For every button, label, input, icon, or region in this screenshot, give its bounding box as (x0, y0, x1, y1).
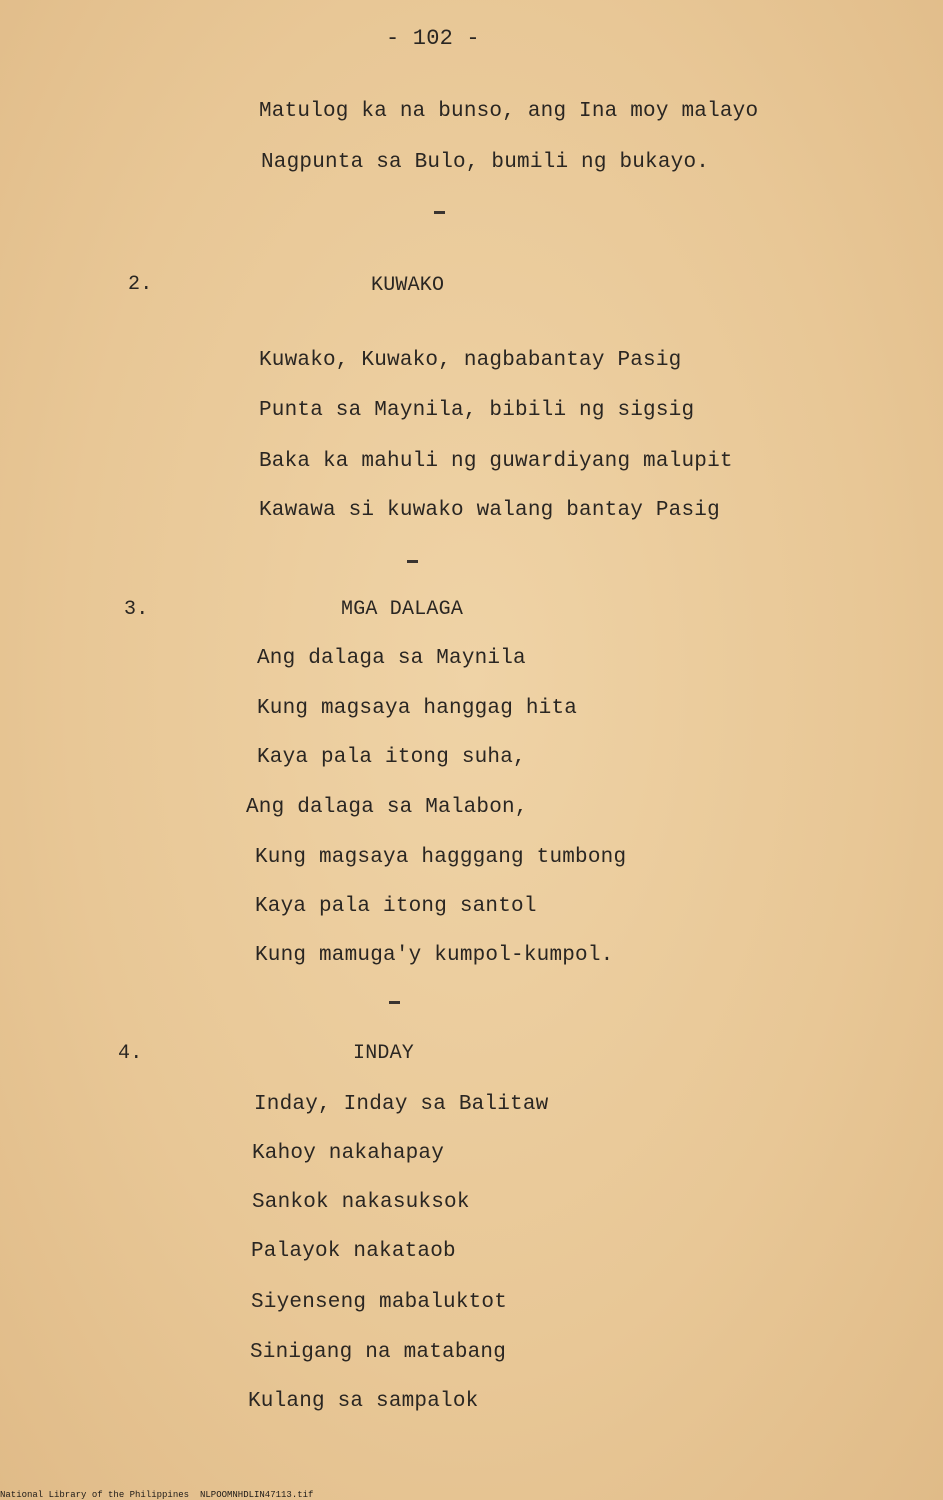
song-line: Ang dalaga sa Malabon, (246, 796, 528, 819)
opening-line-2: Nagpunta sa Bulo, bumili ng bukayo. (261, 151, 710, 174)
song-line: Inday, Inday sa Balitaw (254, 1093, 549, 1116)
footer-filename: NLPOOMNHDLIN47113.tif (200, 1490, 314, 1500)
song-line: Kaya pala itong santol (255, 895, 537, 918)
page-number: - 102 - (386, 26, 480, 51)
song-line: Palayok nakataob (251, 1240, 456, 1263)
song-title: KUWAKO (371, 274, 445, 297)
song-line: Baka ka mahuli ng guwardiyang malupit (259, 450, 733, 473)
song-line: Sankok nakasuksok (252, 1191, 470, 1214)
song-number: 3. (124, 598, 149, 621)
song-line: Siyenseng mabaluktot (251, 1291, 508, 1314)
song-line: Sinigang na matabang (250, 1341, 507, 1364)
song-line: Punta sa Maynila, bibili ng sigsig (259, 399, 695, 422)
song-line: Ang dalaga sa Maynila (257, 647, 526, 670)
footer-library: National Library of the Philippines (0, 1490, 190, 1500)
song-line: Kung magsaya hagggang tumbong (255, 846, 627, 869)
song-line: Kahoy nakahapay (252, 1142, 445, 1165)
song-title: INDAY (353, 1042, 415, 1065)
opening-line-1: Matulog ka na bunso, ang Ina moy malayo (259, 100, 759, 123)
song-line: Kawawa si kuwako walang bantay Pasig (259, 499, 720, 522)
song-line: Kung mamuga'y kumpol-kumpol. (255, 944, 614, 967)
separator-dash (389, 1001, 400, 1004)
song-line: Kuwako, Kuwako, nagbabantay Pasig (259, 349, 682, 372)
separator-dash (434, 211, 445, 214)
song-line: Kulang sa sampalok (248, 1390, 479, 1413)
song-number: 4. (118, 1042, 143, 1065)
song-line: Kung magsaya hanggag hita (257, 697, 578, 720)
song-number: 2. (128, 273, 153, 296)
song-line: Kaya pala itong suha, (257, 746, 526, 769)
song-title: MGA DALAGA (341, 598, 464, 621)
separator-dash (407, 560, 418, 563)
